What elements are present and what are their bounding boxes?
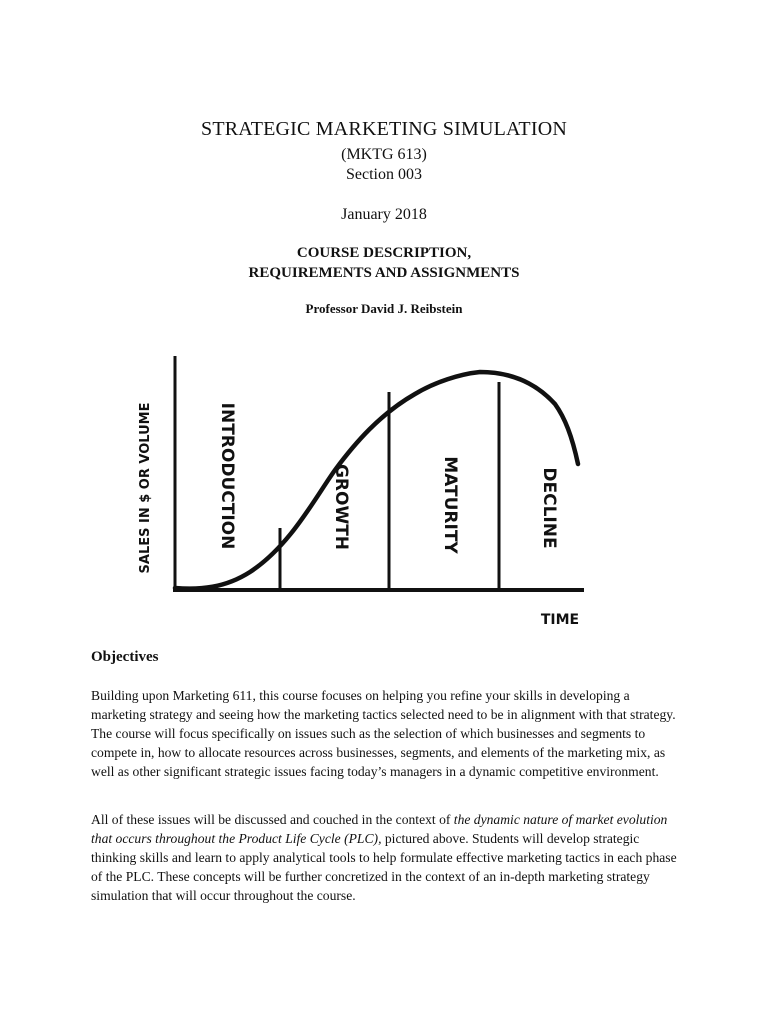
stage-label-maturity: MATURITY [440,456,460,554]
document-date: January 2018 [341,206,427,223]
course-section: Section 003 [346,166,422,183]
stage-label-decline: DECLINE [539,467,559,549]
stage-label-growth: GROWTH [331,463,351,551]
x-axis-label: TIME [540,612,580,628]
objectives-heading: Objectives [91,649,159,665]
y-axis-label: SALES IN $ OR VOLUME [138,402,153,574]
product-life-cycle-diagram [130,348,610,638]
stage-label-introduction: INTRODUCTION [217,402,237,550]
document-title: STRATEGIC MARKETING SIMULATION [201,118,567,140]
objectives-paragraph-1: Building upon Marketing 611, this course focuses on helping you refine your skills in developing a marketing strategy and seeing how the marketing tactics selected need to be in alignment with that strategy. The course will focus specifically on issues such as the selection of which businesses and segments to compete in, how to allocate resources across businesses, segments, and elements of the marketing mix, as well as other significant strategic issues facing today’s managers in a dynamic competitive environment. [91,688,676,779]
objectives-paragraph-2 [91,810,681,905]
description-heading-line1: COURSE DESCRIPTION, [296,245,472,261]
paragraph2-italic-text: the dynamic nature of market evolution that occurs throughout the Product Life Cycle (PLC), [91,812,668,846]
paragraph2-text-before: All of these issues will be discussed and couched in the context of [91,812,454,827]
description-heading-line2: REQUIREMENTS AND ASSIGNMENTS [248,265,520,281]
course-code: (MKTG 613) [341,146,427,163]
professor-name: Professor David J. Reibstein [305,301,463,316]
paragraph2-text-after: pictured above. Students will develop strategic thinking skills and learn to apply analytical tools to help formulate effective marketing tactics in each phase of the PLC. These concepts will be further concretized in the context of an in-depth marketing strategy simulation that will occur throughout the course. [91,831,677,903]
